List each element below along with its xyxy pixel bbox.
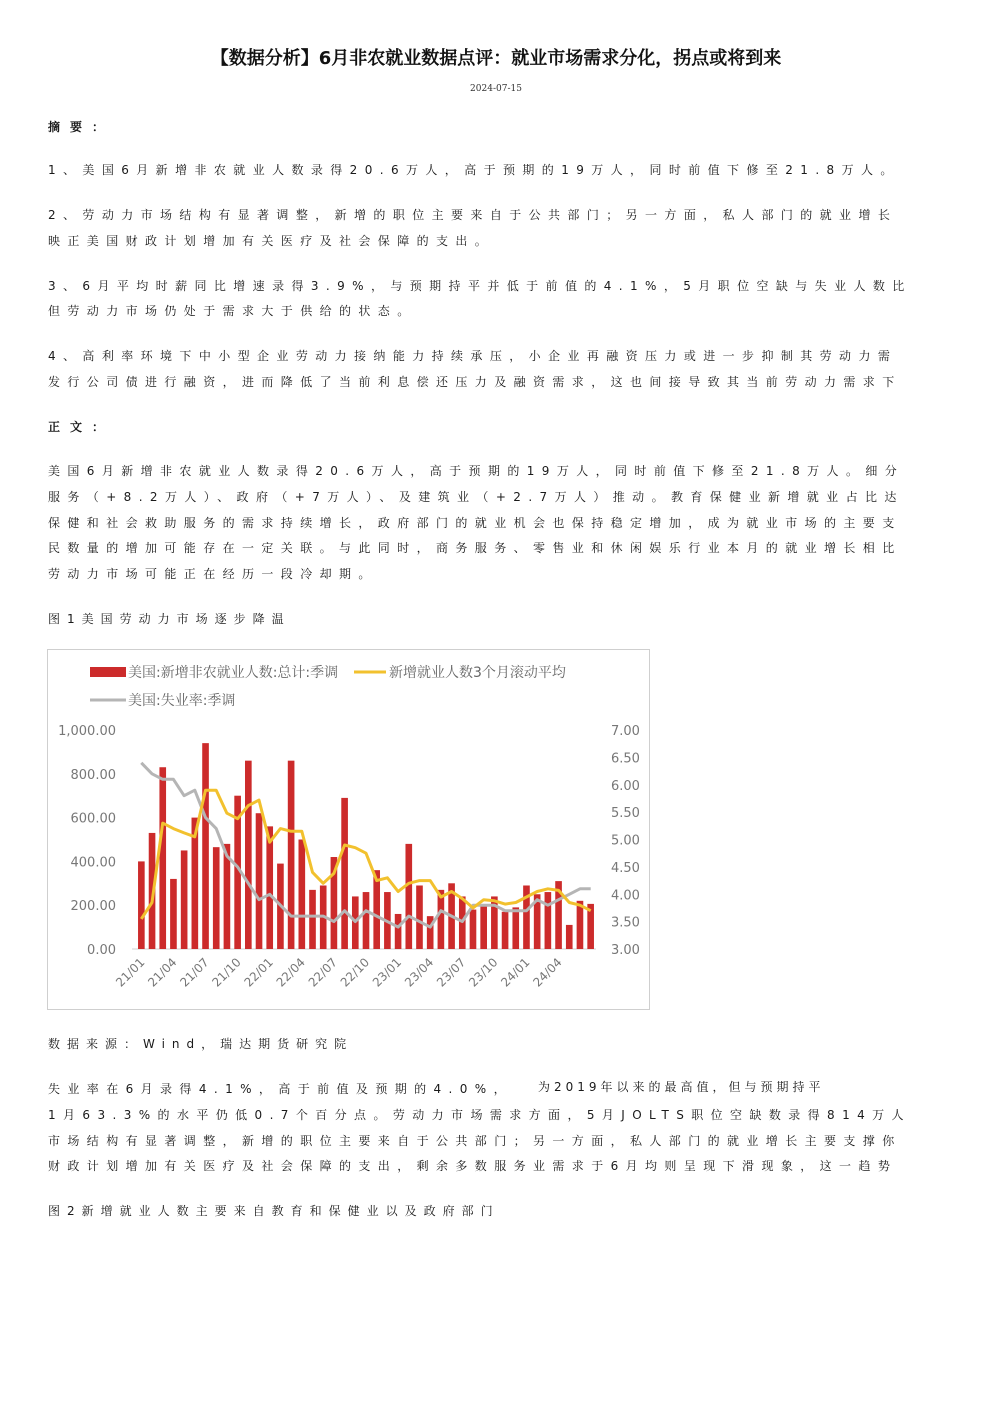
bar-series [138,743,594,949]
right-tick-label: 3.00 [611,943,640,958]
x-tick-label: 22/01 [241,955,276,990]
legend-label-avg: 新增就业人数3个月滚动平均 [389,665,566,681]
bar [213,847,220,949]
x-tick-label: 23/01 [369,955,405,990]
figure-1-caption: 图1美国劳动力市场逐步降温 [48,612,291,626]
body-paragraph-2-line-4: 财政计划增加有关医疗及社会保障的支出，剩余多数服务业需求于6月均则呈现下滑现象，这一趋势 [48,1159,898,1173]
bar [470,910,477,949]
bar [502,912,509,949]
bar [170,879,177,949]
right-tick-label: 3.50 [611,915,640,931]
x-tick-label: 24/04 [530,955,565,990]
bar [288,761,295,949]
x-tick-label: 21/01 [113,955,148,990]
left-axis-ticks [58,724,116,958]
x-tick-label: 21/10 [209,955,244,990]
left-tick-label: 0.00 [87,943,116,958]
x-tick-label: 23/04 [401,955,437,990]
figure-2-caption: 图2新增就业人数主要来自教育和保健业以及政府部门 [48,1204,500,1218]
summary-point-1: 1、美国6月新增非农就业人数录得20.6万人，高于预期的19万人，同时前值下修至21.8万人。 [48,163,900,177]
summary-point-3-line-1: 3、6月平均时薪同比增速录得3.9%，与预期持平并低于前值的4.1%，5月职位空缺与失业人数比 [48,279,912,293]
right-tick-label: 7.00 [611,724,640,739]
summary-point-3-line-2: 但劳动力市场仍处于需求大于供给的状态。 [48,304,417,318]
x-tick-label: 21/07 [177,955,212,990]
x-tick-label: 23/07 [434,955,469,990]
left-tick-label: 400.00 [70,855,116,871]
left-tick-label: 200.00 [70,899,116,915]
left-tick-label: 600.00 [70,811,116,827]
right-tick-label: 4.50 [611,860,640,876]
bar [395,914,402,949]
bar [181,850,188,949]
body-paragraph-2-line-1: 失业率在6月录得4.1%，高于前值及预期的4.0%， [48,1082,514,1096]
legend-label-bar: 美国:新增非农就业人数:总计:季调 [128,665,339,681]
body-paragraph-1-line-2: 服务（+8.2万人）、政府（+7万人）、及建筑业（+2.7万人）推动。教育保健业新增就业占比达 [48,490,904,504]
bar [341,798,348,949]
summary-point-4-line-2: 发行公司债进行融资，进而降低了当前利息偿还压力及融资需求，这也间接导致其当前劳动力需求下 [48,375,902,389]
bar [566,925,573,949]
bar [480,905,487,949]
right-axis-ticks [611,724,640,958]
right-tick-label: 6.00 [611,778,640,794]
chart-legend [90,664,566,709]
right-tick-label: 5.00 [611,833,640,849]
body-paragraph-1-line-3: 保健和社会救助服务的需求持续增长，政府部门的就业机会也保持稳定增加，成为就业市场的主要支 [48,516,902,530]
right-tick-label: 5.50 [611,806,640,822]
legend-swatch-bar [90,667,126,677]
summary-heading: 摘要： [48,120,115,134]
bar [245,761,252,949]
bar [416,885,423,949]
bar [438,890,445,949]
summary-point-2-line-2: 映正美国财政计划增加有关医疗及社会保障的支出。 [48,234,495,248]
right-tick-label: 4.00 [611,888,640,904]
bar [256,813,263,949]
x-tick-label: 23/10 [466,955,501,990]
bar [363,892,370,949]
bar [512,907,519,949]
body-heading: 正文： [48,420,115,434]
legend-label-rate: 美国:失业率:季调 [128,693,236,709]
bar [159,767,166,949]
body-paragraph-2-overlap-text: 为2019年以来的最高值，但与预期持平 [538,1080,825,1094]
right-tick-label: 6.50 [611,751,640,767]
bar [405,844,412,949]
bar [138,861,145,949]
left-tick-label: 1,000.00 [58,724,116,739]
left-tick-label: 800.00 [70,767,116,783]
body-paragraph-2-line-3: 市场结构有显著调整，新增的职位主要来自于公共部门；另一方面，私人部门的就业增长主要支撑你 [48,1134,902,1148]
body-paragraph-2-line-2: 1月63.3%的水平仍低0.7个百分点。劳动力市场需求方面，5月JOLTS职位空缺数录得814万人 [48,1108,911,1122]
figure-1-chart [47,649,650,1010]
x-axis-ticks [113,955,565,989]
body-paragraph-1-line-1: 美国6月新增非农就业人数录得20.6万人，高于预期的19万人，同时前值下修至21.8万人。细分 [48,464,905,478]
bar [298,840,305,950]
bar [202,743,209,949]
document-title: 【数据分析】6月非农就业数据点评：就业市场需求分化，拐点或将到来 [210,48,782,69]
data-source: 数据来源：Wind，瑞达期货研究院 [48,1037,354,1051]
bar [266,826,273,949]
body-paragraph-1-line-4: 民数量的增加可能存在一定关联。与此同时，商务服务、零售业和休闲娱乐行业本月的就业增长相比 [48,541,902,555]
bar [309,890,316,949]
bar [545,892,552,949]
x-tick-label: 21/04 [145,955,180,990]
x-tick-label: 22/04 [273,955,308,990]
x-tick-label: 22/07 [305,955,341,990]
chart-canvas [48,650,649,1009]
x-tick-label: 24/01 [498,955,533,990]
body-paragraph-1-line-5: 劳动力市场可能正在经历一段冷却期。 [48,567,378,581]
x-tick-label: 22/10 [337,955,373,990]
document-date: 2024-07-15 [470,84,522,94]
summary-point-4-line-1: 4、高利率环境下中小型企业劳动力接纳能力持续承压，小企业再融资压力或进一步抑制其劳动力需 [48,349,898,363]
summary-point-2-line-1: 2、劳动力市场结构有显著调整，新增的职位主要来自于公共部门；另一方面，私人部门的就业增长 [48,208,898,222]
